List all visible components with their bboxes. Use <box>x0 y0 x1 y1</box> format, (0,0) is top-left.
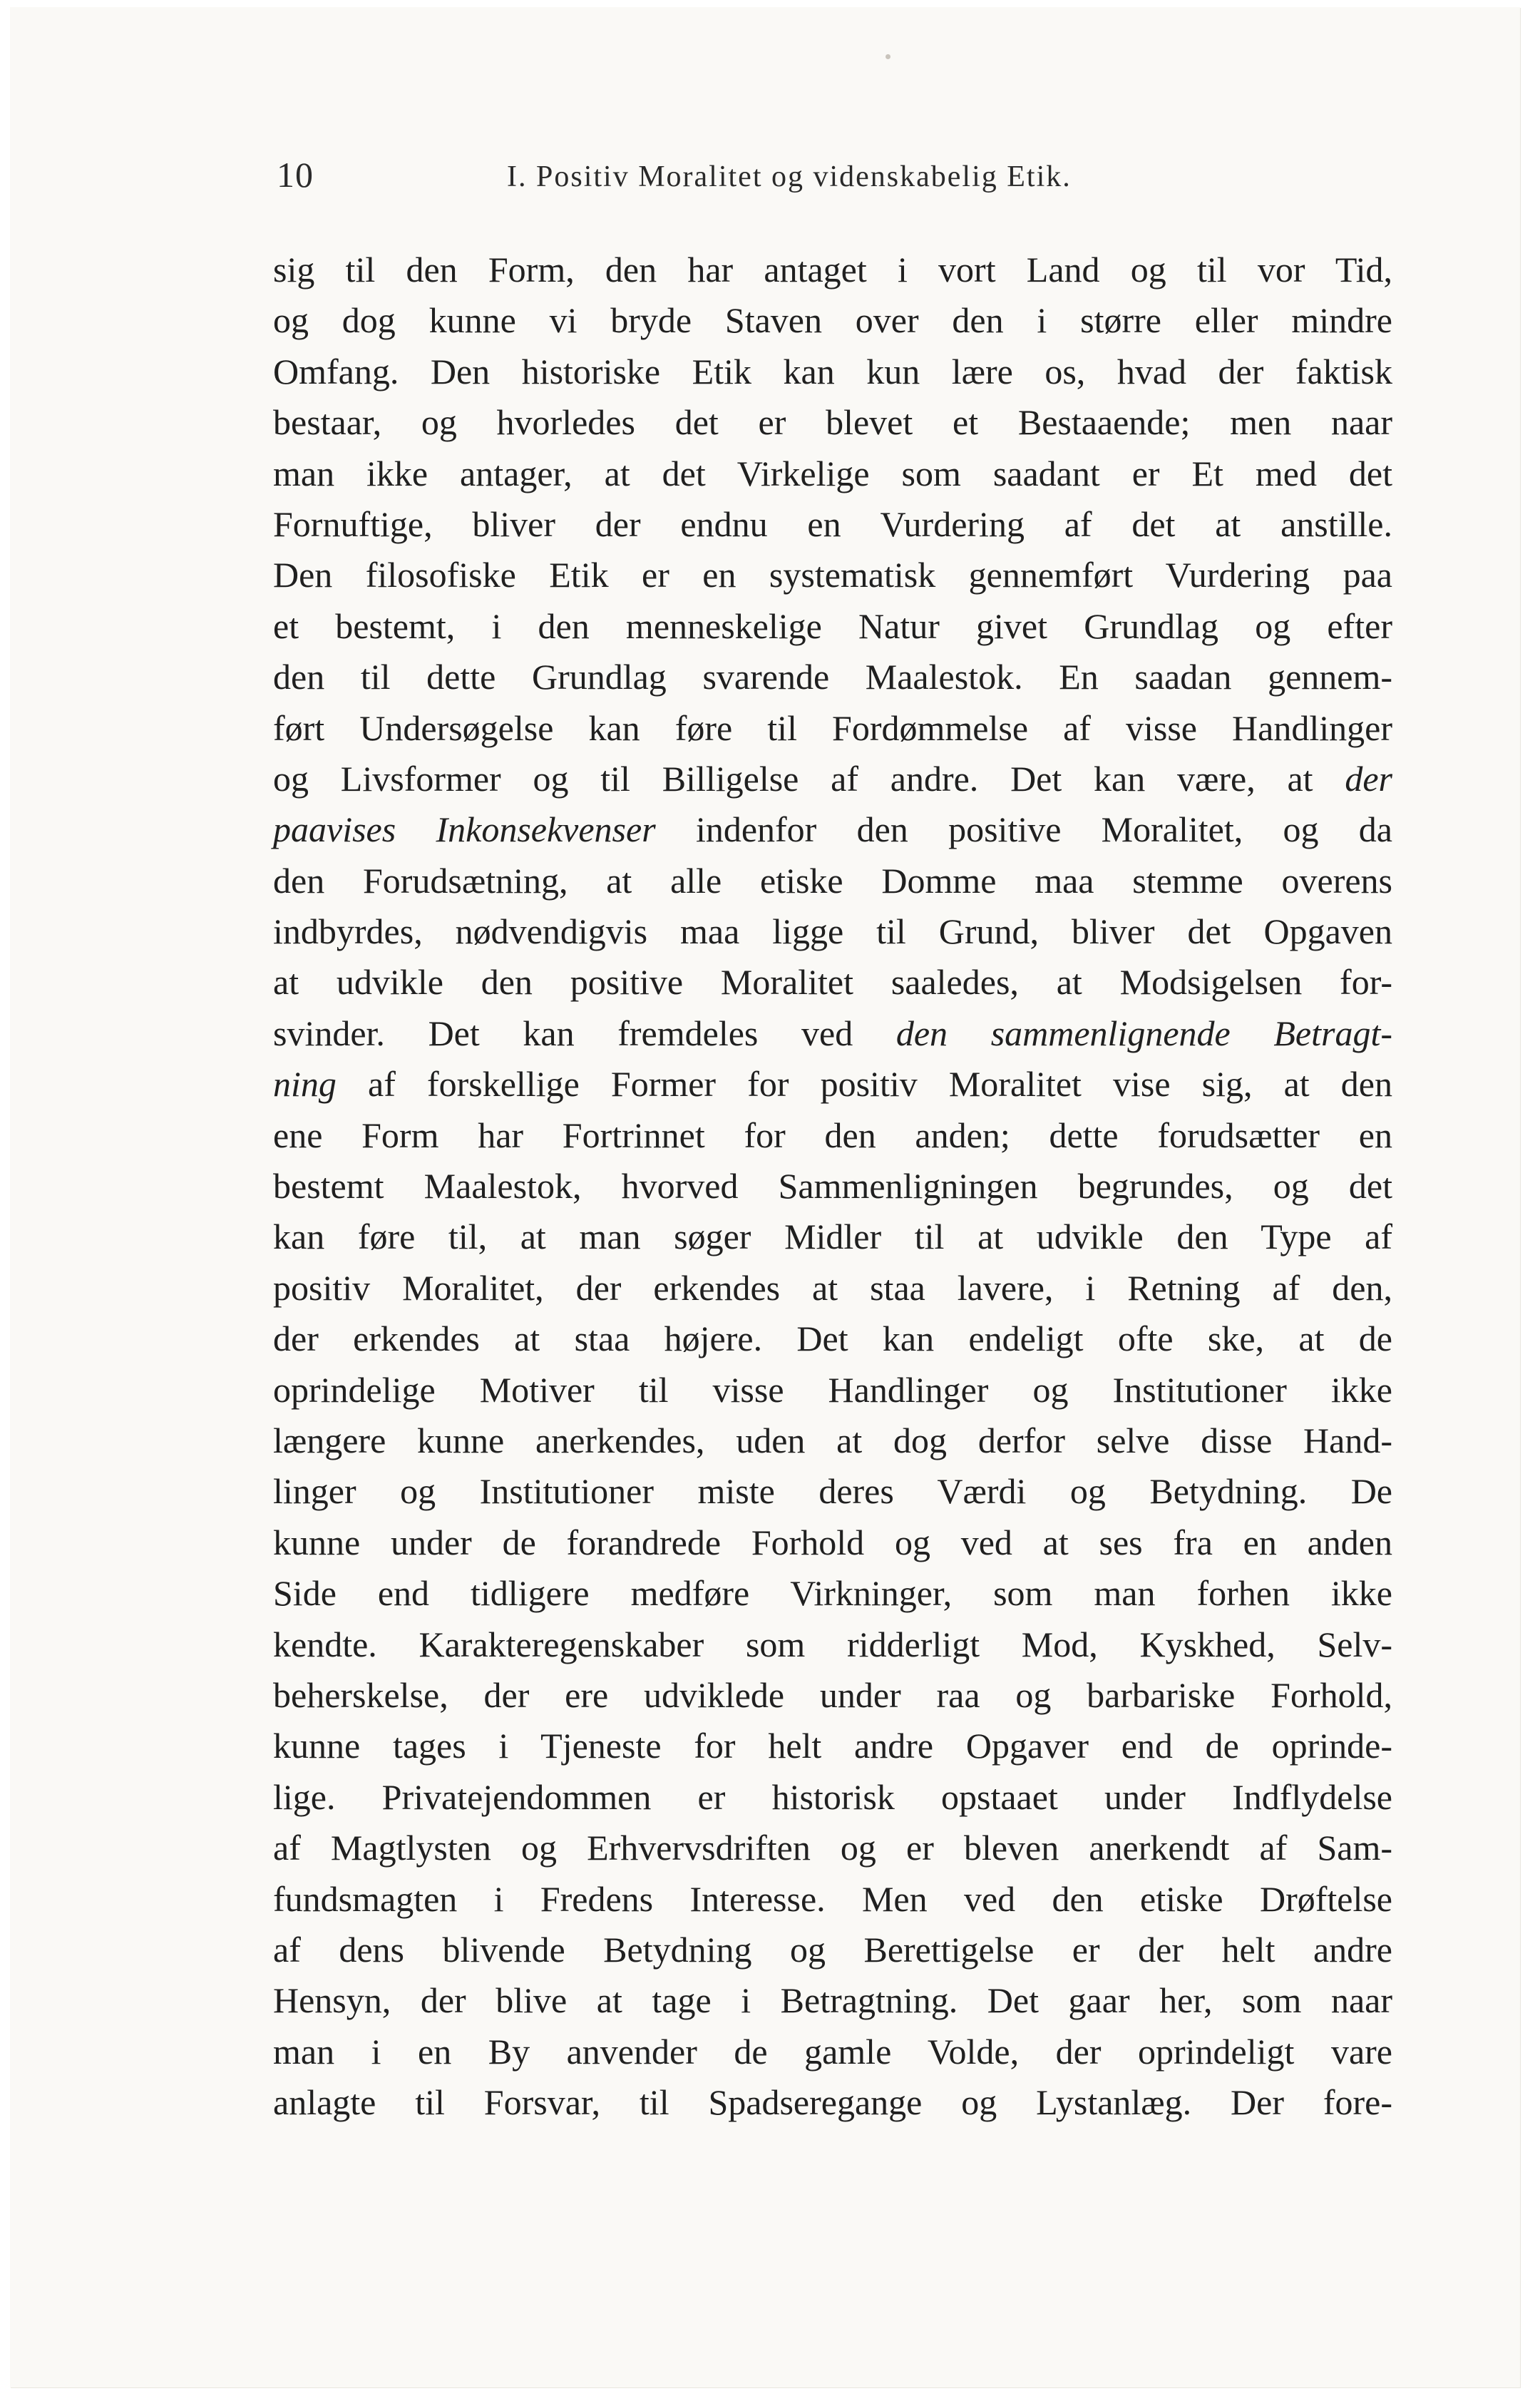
text-run: oprindelige Motiver til visse Handlinger og Institutioner ikke <box>273 1369 1392 1410</box>
text-run: og dog kunne vi bryde Staven over den i større eller mindre <box>273 300 1392 341</box>
page-number: 10 <box>277 155 314 195</box>
text-run: sig til den Form, den har antaget i vort Land og til vor Tid, <box>273 250 1392 290</box>
text-line <box>273 1212 1392 1262</box>
text-run: kendte. Karakteregenskaber som ridderligt Mod, Kyskhed, Selv- <box>273 1624 1392 1664</box>
text-line <box>273 1517 1392 1568</box>
text-run: bestemt Maalestok, hvorved Sammenligningen begrundes, og det <box>273 1166 1392 1207</box>
text-run: anlagte til Forsvar, til Spadseregange og Lystanlæg. Der fore- <box>273 2082 1392 2123</box>
text-run: af Magtlysten og Erhvervsdriften og er bleven anerkendt af Sam- <box>273 1828 1392 1868</box>
text-run: Den filosofiske Etik er en systematisk gennemført Vurdering paa <box>273 555 1392 595</box>
text-line <box>273 1008 1392 1059</box>
text-run: bestaar, og hvorledes det er blevet et Bestaaende; men naar <box>273 402 1392 443</box>
text-run: et bestemt, i den menneskelige Natur givet Grundlag og efter <box>273 605 1392 646</box>
text-line <box>273 856 1392 906</box>
text-line <box>273 499 1392 550</box>
text-run: svinder. Det kan fremdeles ved <box>273 1013 896 1053</box>
text-run: indenfor den positive Moralitet, og da <box>655 809 1392 850</box>
text-line <box>273 754 1392 804</box>
text-line <box>273 601 1392 652</box>
text-run: der erkendes at staa højere. Det kan endeligt ofte ske, at de <box>273 1319 1392 1359</box>
text-line <box>273 1263 1392 1314</box>
text-run: af forskellige Former for positiv Moralitet vise sig, at den <box>336 1064 1392 1105</box>
text-line <box>273 2077 1392 2128</box>
text-line <box>273 1772 1392 1823</box>
text-line <box>273 1721 1392 1771</box>
text-run: og Livsformer og til Billigelse af andre. Det kan være, at <box>273 758 1345 799</box>
paper-speck <box>885 54 890 59</box>
text-run: fundsmagten i Fredens Interesse. Men ved den etiske Drøftelse <box>273 1878 1392 1919</box>
text-run: positiv Moralitet, der erkendes at staa lavere, i Retning af den, <box>273 1267 1392 1308</box>
running-title: I. Positiv Moralitet og videnskabelig Etik. <box>507 160 1072 193</box>
text-line <box>273 1466 1392 1517</box>
text-line <box>273 1110 1392 1161</box>
text-run: linger og Institutioner miste deres Værdi og Betydning. De <box>273 1471 1392 1512</box>
text-line <box>273 1975 1392 2026</box>
text-line <box>273 1823 1392 1873</box>
running-header <box>277 150 1275 207</box>
text-run: kunne under de forandrede Forhold og ved at ses fra en anden <box>273 1522 1392 1562</box>
text-run: Fornuftige, bliver der endnu en Vurdering af det at anstille. <box>273 503 1392 544</box>
text-line <box>273 957 1392 1008</box>
text-line <box>273 1619 1392 1670</box>
text-line <box>273 347 1392 397</box>
text-run: længere kunne anerkendes, uden at dog derfor selve disse Hand- <box>273 1420 1392 1460</box>
text-run: ført Undersøgelse kan føre til Fordømmelse af visse Handlinger <box>273 707 1392 748</box>
text-line <box>273 295 1392 346</box>
text-line <box>273 1874 1392 1925</box>
text-line <box>273 1059 1392 1110</box>
text-line <box>273 1925 1392 1975</box>
text-line <box>273 906 1392 957</box>
text-line <box>273 245 1392 295</box>
text-line <box>273 1365 1392 1415</box>
text-line <box>273 703 1392 754</box>
text-run: den Forudsætning, at alle etiske Domme maa stemme overens <box>273 860 1392 901</box>
text-line <box>273 449 1392 499</box>
italic-phrase: der <box>1345 758 1392 799</box>
text-run: man ikke antager, at det Virkelige som saadant er Et med det <box>273 453 1392 493</box>
text-run: Side end tidligere medføre Virkninger, som man forhen ikke <box>273 1573 1392 1614</box>
text-run: kunne tages i Tjeneste for helt andre Opgaver end de oprinde- <box>273 1726 1392 1766</box>
text-run: beherskelse, der ere udviklede under raa og barbariske Forhold, <box>273 1674 1392 1715</box>
italic-phrase: paavises Inkonsekvenser <box>273 809 656 850</box>
text-run: at udvikle den positive Moralitet saaledes, at Modsigelsen for- <box>273 962 1392 1003</box>
text-run: kan føre til, at man søger Midler til at udvikle den Type af <box>273 1217 1392 1257</box>
text-run: ene Form har Fortrinnet for den anden; dette forudsætter en <box>273 1115 1392 1155</box>
text-line <box>273 1415 1392 1466</box>
text-run: lige. Privatejendommen er historisk opstaaet under Indflydelse <box>273 1776 1392 1817</box>
text-run: man i en By anvender de gamle Volde, der oprindeligt vare <box>273 2031 1392 2072</box>
text-line <box>273 1568 1392 1619</box>
text-line <box>273 550 1392 600</box>
text-line <box>273 1314 1392 1364</box>
text-run: af dens blivende Betydning og Berettigelse er der helt andre <box>273 1929 1392 1970</box>
text-line <box>273 1670 1392 1721</box>
italic-phrase: den sammenlignende Betragt- <box>895 1013 1392 1053</box>
body-text <box>273 245 1392 2128</box>
text-run: Hensyn, der blive at tage i Betragtning. Det gaar her, som naar <box>273 1980 1392 2021</box>
italic-phrase: ning <box>273 1064 337 1105</box>
text-line <box>273 652 1392 702</box>
text-line <box>273 804 1392 855</box>
text-line <box>273 2027 1392 2077</box>
text-line <box>273 397 1392 448</box>
text-line <box>273 1161 1392 1212</box>
text-run: Omfang. Den historiske Etik kan kun lære os, hvad der faktisk <box>273 351 1392 391</box>
text-run: indbyrdes, nødvendigvis maa ligge til Grund, bliver det Opgaven <box>273 911 1392 952</box>
text-run: den til dette Grundlag svarende Maalestok. En saadan gennem- <box>273 657 1392 697</box>
